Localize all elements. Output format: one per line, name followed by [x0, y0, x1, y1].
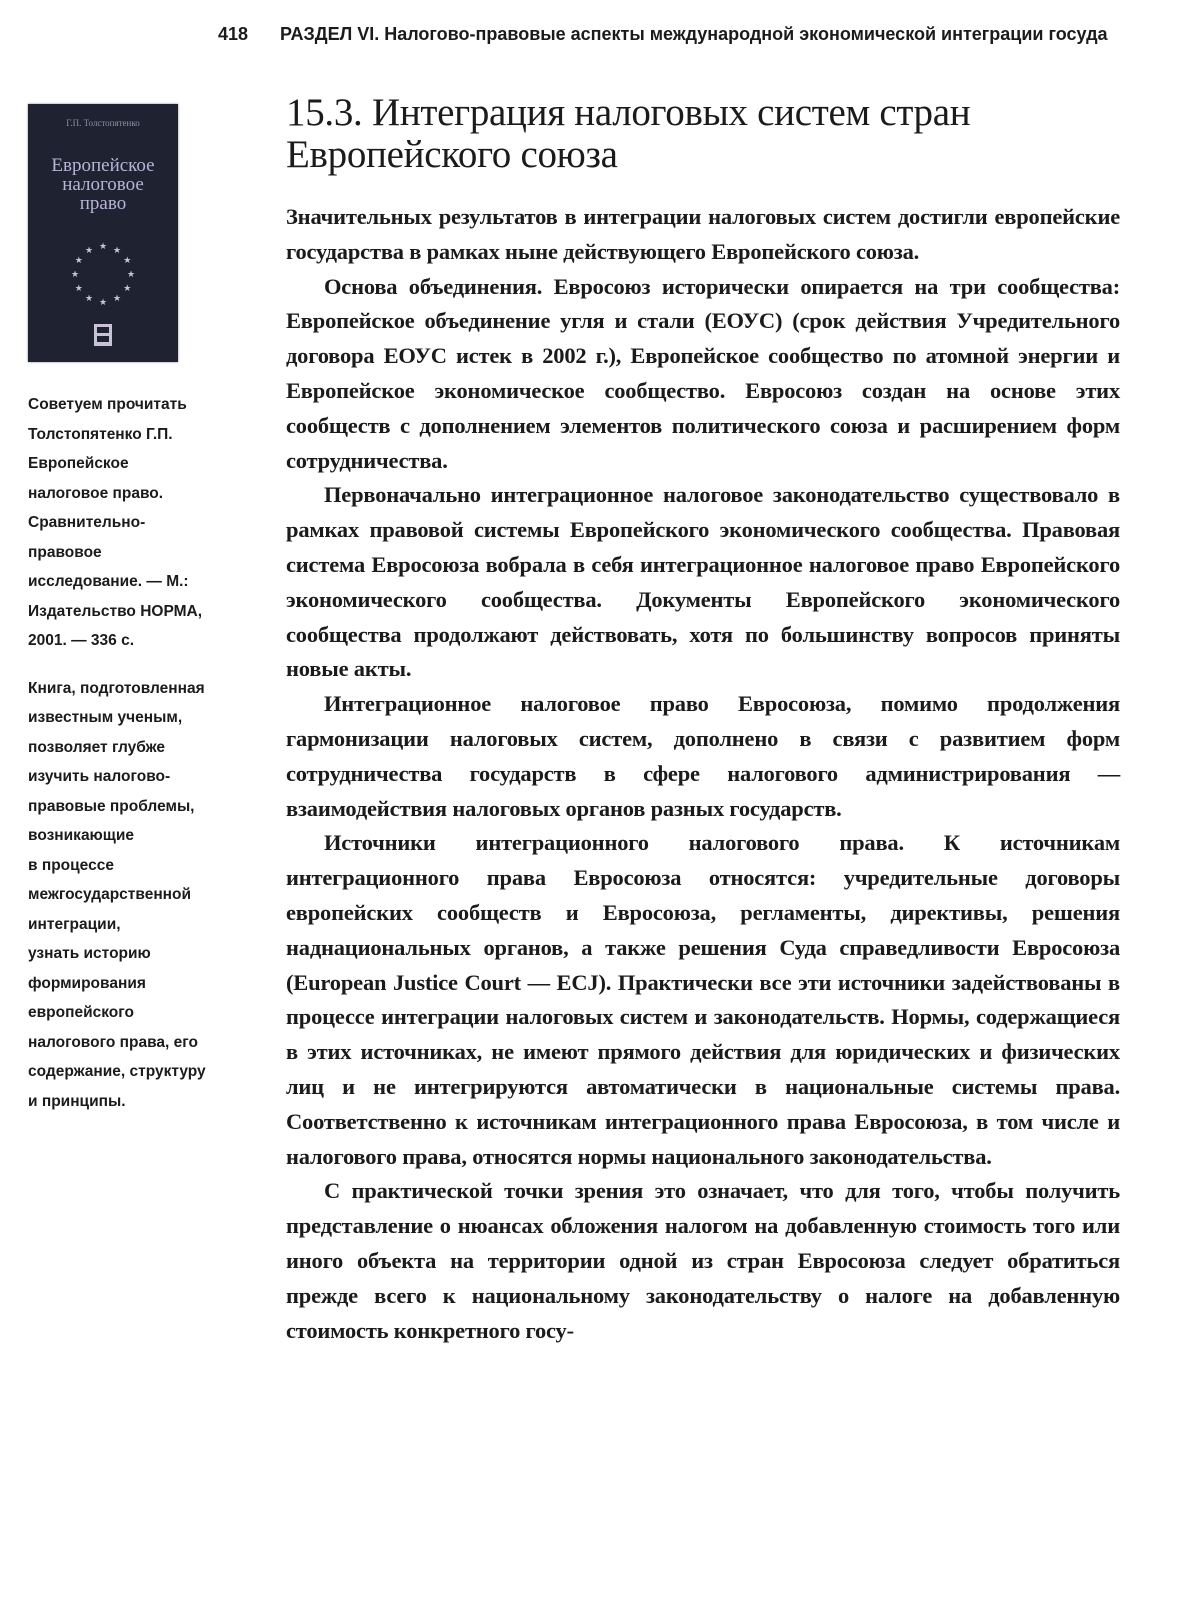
description-line: изучить налогово- — [28, 768, 171, 785]
star-icon: ★ — [98, 241, 108, 251]
intro-paragraph: Значительных результатов в интеграции налоговых систем достигли европейские государства в рамках ныне действующего Европейского союза. — [286, 204, 1120, 264]
paragraph-text: К источникам интеграционного права Евросоюза относятся: учредительные договоры европейских сообществ и Евросоюза, регламенты, директивы, решения наднациональных органов, а также решения Суда справедливости Евросоюза (European Justice Court — ECJ). Практически все эти источники задействованы в процессе интеграции налоговых систем и законодательств. Нормы, содержащиеся в этих источниках, не имеют прямого действия для юридических и физических лиц и не интегрируются автоматически в национальные системы права. Соответственно к источникам интеграционного права Евросоюза, в том числе и налогового права, относятся нормы национального законодательства. — [286, 830, 1121, 1169]
description-line: известным ученым, — [28, 709, 183, 726]
description-line: интеграции, — [28, 915, 121, 933]
running-header — [218, 18, 1178, 50]
main-content — [286, 92, 1120, 1348]
star-icon: ★ — [70, 269, 80, 279]
paragraph-sources — [286, 826, 1120, 1174]
cover-title-line: Европейское — [51, 155, 155, 176]
star-icon: ★ — [126, 269, 136, 279]
running-title: РАЗДЕЛ VI. Налогово-правовые аспекты международной экономической интеграции госуда — [280, 23, 1108, 44]
paragraph-lead: Основа объединения. — [324, 273, 543, 299]
star-icon: ★ — [74, 283, 83, 293]
page-number: 418 — [218, 23, 249, 44]
description-line: Книга, подготовленная — [28, 679, 205, 697]
paragraph-basis — [286, 270, 1120, 479]
description-line: и принципы. — [28, 1092, 126, 1110]
paragraph: Первоначально интеграционное налоговое законодательство существовало в рамках правовой системы Европейского экономического сообщества. Правовая система Евросоюза вобрала в себя интеграционное налоговое право Европейского экономического сообщества. Документы Европейского экономического сообщества продолжают действовать, хотя по большинству вопросов приняты новые акты. — [286, 482, 1120, 682]
description-line: правовые проблемы, — [28, 797, 195, 815]
reference-line: 2001. — 336 с. — [28, 632, 134, 649]
star-icon: ★ — [84, 293, 94, 304]
description-line: в процессе — [28, 856, 114, 874]
eu-stars-icon — [28, 104, 178, 362]
cover-title-line: право — [79, 193, 127, 214]
reference-line: Издательство НОРМА, — [28, 602, 202, 620]
description-line: возникающие — [28, 827, 135, 844]
recommend-heading: Советуем прочитать — [28, 396, 187, 413]
book-reference — [28, 420, 260, 656]
paragraph: С практической точки зрения это означает, что для того, чтобы получить представление о нюансах обложения налогом на добавленную стоимость того или иного объекта на территории одной из стран Евросоюза следует обратиться прежде всего к национальному законодательству о налоге на добавленную стоимость конкретного госу- — [286, 1178, 1120, 1343]
star-icon: ★ — [123, 283, 132, 293]
star-icon: ★ — [123, 255, 132, 265]
cover-title-line: налоговое — [62, 174, 144, 195]
paragraph: Интеграционное налоговое право Евросоюза, помимо продолжения гармонизации налоговых систем, дополнено в связи с развитием форм сотрудничества государств в сфере налогового администрирования — взаимодействия налоговых органов разных государств. — [286, 691, 1120, 821]
book-cover-image — [28, 104, 178, 362]
description-line: позволяет глубже — [28, 738, 166, 756]
description-line: формирования — [28, 974, 146, 992]
star-icon: ★ — [112, 293, 122, 304]
description-line: узнать историю — [28, 945, 151, 962]
reference-line: налоговое право. — [28, 484, 164, 502]
reference-line: Толстопятенко Г.П. — [28, 425, 173, 443]
publisher-logo-icon — [94, 324, 112, 346]
section-heading: 15.3. Интеграция налоговых систем стран Европейского союза — [286, 91, 971, 176]
book-description — [28, 674, 260, 1117]
star-icon: ★ — [112, 244, 122, 255]
star-icon: ★ — [84, 244, 94, 255]
description-line: межгосударственной — [28, 886, 192, 903]
description-line: европейского — [28, 1004, 134, 1021]
paragraph-text: Евросоюз исторически опирается на три сообщества: Европейское объединение угля и стали (ЕОУС) (срок действия Учредительного договора ЕОУС истек в 2002 г.), Европейское сообщество по атомной энергии и Европейское экономическое сообщество. Евросоюз создан на основе этих сообществ с дополнением элементов политического союза и расширением форм сотрудничества. — [286, 273, 1120, 473]
cover-author: Г.П. Толстопятенко — [66, 118, 140, 128]
reference-line: правовое — [28, 543, 102, 561]
star-icon: ★ — [98, 297, 108, 307]
description-line: налогового права, его — [28, 1033, 198, 1051]
reference-line: Европейское — [28, 455, 129, 472]
recommended-reading — [28, 390, 260, 1116]
reference-line: исследование. — М.: — [28, 573, 189, 590]
star-icon: ★ — [74, 255, 83, 265]
reference-line: Сравнительно- — [28, 514, 146, 531]
paragraph-lead: Источники интеграционного налогового права. — [324, 830, 904, 856]
description-line: содержание, структуру — [28, 1063, 206, 1080]
